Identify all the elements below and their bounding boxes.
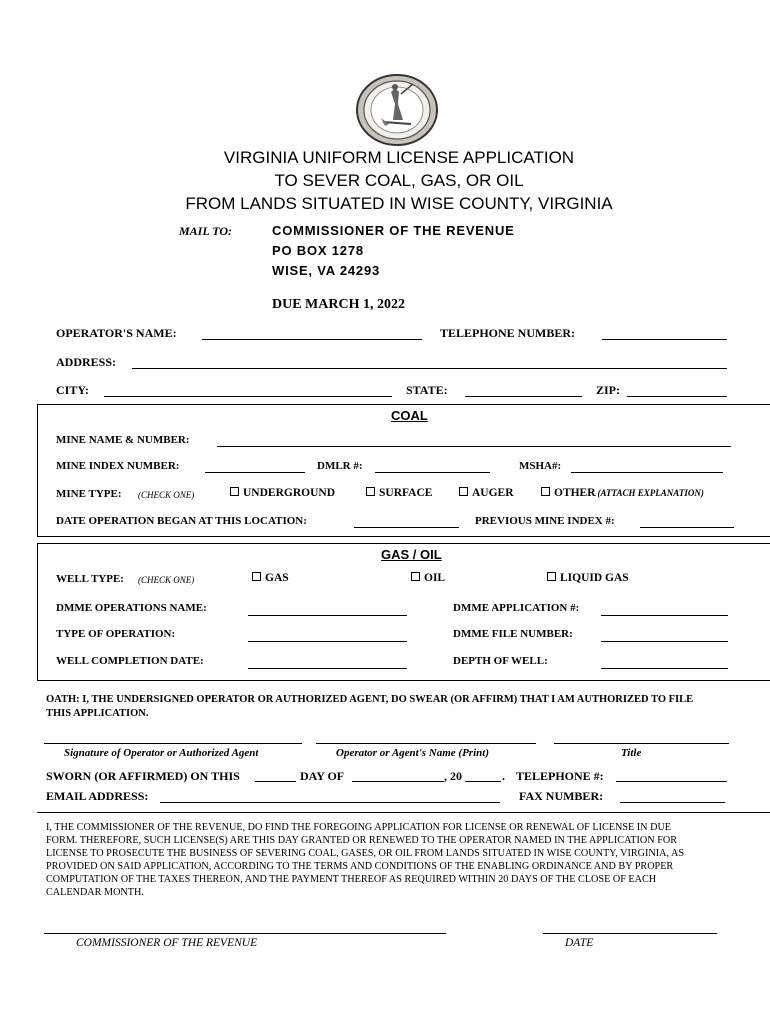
surface-label: SURFACE: [379, 487, 433, 499]
option-other[interactable]: [541, 487, 704, 499]
mine-index-label: MINE INDEX NUMBER:: [56, 460, 180, 472]
sworn-text-a: SWORN (OR AFFIRMED) ON THIS: [46, 769, 240, 783]
dmme-operations-field[interactable]: [248, 615, 407, 616]
well-type-label: WELL TYPE:: [56, 573, 124, 585]
msha-field[interactable]: [571, 472, 723, 473]
msha-label: MSHA#:: [519, 460, 562, 472]
mine-name-label: MINE NAME & NUMBER:: [56, 434, 190, 446]
sworn-telephone-field[interactable]: [616, 781, 727, 782]
state-label: STATE:: [406, 383, 448, 397]
surface-checkbox[interactable]: [366, 487, 375, 496]
mine-name-field[interactable]: [217, 446, 731, 447]
oil-checkbox[interactable]: [411, 572, 420, 581]
mail-address-2: PO BOX 1278: [272, 243, 364, 258]
commissioner-signature-line[interactable]: [44, 933, 446, 934]
gas-label: GAS: [265, 572, 289, 584]
date-began-label: DATE OPERATION BEGAN AT THIS LOCATION:: [56, 515, 307, 527]
type-of-operation-field[interactable]: [248, 641, 407, 642]
mail-address-3: WISE, VA 24293: [272, 263, 381, 278]
type-of-operation-label: TYPE OF OPERATION:: [56, 628, 176, 640]
address-field[interactable]: [132, 368, 727, 369]
sworn-text-c: , 20: [444, 769, 462, 783]
zip-field[interactable]: [627, 396, 727, 397]
city-label: CITY:: [56, 383, 89, 397]
oil-label: OIL: [424, 572, 446, 584]
title-line-2: TO SEVER COAL, GAS, OR OIL: [274, 171, 524, 190]
sworn-year-field[interactable]: [465, 781, 501, 782]
auger-label: AUGER: [472, 487, 514, 499]
commissioner-signature-caption: COMMISSIONER OF THE REVENUE: [76, 937, 258, 949]
commissioner-line-5: COMPUTATION OF THE TAXES THEREON, AND THE PAYMENT THEREOF AS REQUIRED WITHIN 20 DAYS OF THE CLOSE OF EACH: [46, 874, 657, 885]
operator-name-label: OPERATOR'S NAME:: [56, 326, 177, 340]
dmme-file-field[interactable]: [601, 641, 728, 642]
depth-label: DEPTH OF WELL:: [453, 655, 548, 667]
printed-name-line[interactable]: [316, 743, 536, 744]
dmme-file-label: DMME FILE NUMBER:: [453, 628, 573, 640]
fax-field[interactable]: [620, 802, 725, 803]
telephone-field[interactable]: [602, 339, 727, 340]
signature-caption: Signature of Operator or Authorized Agent: [64, 747, 259, 759]
previous-index-field[interactable]: [640, 527, 734, 528]
oath-text-1: OATH: I, THE UNDERSIGNED OPERATOR OR AUTHORIZED AGENT, DO SWEAR (OR AFFIRM) THAT I AM AUTHORIZED TO FILE: [46, 694, 694, 705]
dmme-application-field[interactable]: [601, 615, 728, 616]
depth-field[interactable]: [601, 668, 728, 669]
commissioner-line-4: PROVIDED ON SAID APPLICATION, ACCORDING TO THE TERMS AND CONDITIONS OF THE ENABLING ORDINANCE AND BY PROPER: [46, 861, 674, 872]
email-field[interactable]: [160, 802, 500, 803]
title-caption: Title: [621, 747, 642, 759]
date-began-field[interactable]: [354, 527, 459, 528]
other-label: OTHER: [554, 487, 596, 499]
fax-label: FAX NUMBER:: [519, 789, 604, 803]
completion-date-field[interactable]: [248, 668, 407, 669]
city-field[interactable]: [104, 396, 392, 397]
underground-label: UNDERGROUND: [243, 487, 335, 499]
sworn-text-d: .: [502, 769, 505, 783]
sworn-month-field[interactable]: [352, 781, 444, 782]
title-line-1: VIRGINIA UNIFORM LICENSE APPLICATION: [223, 148, 575, 167]
commissioner-line-1: I, THE COMMISSIONER OF THE REVENUE, DO FIND THE FOREGOING APPLICATION FOR LICENSE OR RENEWAL OF LICENSE IN DUE: [46, 822, 672, 833]
option-underground[interactable]: [230, 487, 335, 499]
liquid-gas-label: LIQUID GAS: [560, 572, 629, 584]
mine-index-field[interactable]: [205, 472, 305, 473]
telephone-label: TELEPHONE NUMBER:: [440, 326, 576, 340]
signature-line[interactable]: [44, 743, 302, 744]
title-line[interactable]: [554, 743, 729, 744]
mail-to-label: MAIL TO:: [179, 224, 233, 238]
previous-index-label: PREVIOUS MINE INDEX #:: [475, 515, 615, 527]
title-line-3: FROM LANDS SITUATED IN WISE COUNTY, VIRGINIA: [185, 194, 613, 213]
mine-type-label: MINE TYPE:: [56, 488, 122, 500]
address-label: ADDRESS:: [56, 355, 117, 369]
virginia-seal: [355, 74, 439, 146]
sworn-day-field[interactable]: [255, 781, 296, 782]
dmme-application-label: DMME APPLICATION #:: [453, 602, 580, 614]
underground-checkbox[interactable]: [230, 487, 239, 496]
dmlr-label: DMLR #:: [317, 460, 363, 472]
other-checkbox[interactable]: [541, 487, 550, 496]
gas-oil-heading: GAS / OIL: [381, 547, 442, 562]
section-divider: [37, 812, 770, 813]
option-auger[interactable]: [459, 487, 514, 499]
commissioner-line-6: CALENDAR MONTH.: [46, 887, 144, 898]
operator-name-field[interactable]: [202, 339, 422, 340]
commissioner-line-3: LICENSE TO PROSECUTE THE BUSINESS OF SEVERING COAL, GASES, OR OIL FROM LANDS SITUATED IN WISE COUNTY, VIRGINIA, AS: [46, 848, 685, 859]
option-liquid-gas[interactable]: [547, 572, 629, 584]
sworn-telephone-label: TELEPHONE #:: [516, 769, 604, 783]
printed-name-caption: Operator or Agent's Name (Print): [336, 747, 489, 759]
option-surface[interactable]: [366, 487, 432, 499]
commissioner-date-caption: DATE: [565, 937, 594, 949]
mail-address-1: COMMISSIONER OF THE REVENUE: [272, 223, 515, 238]
gas-checkbox[interactable]: [252, 572, 261, 581]
attach-explanation: (ATTACH EXPLANATION): [597, 488, 704, 498]
auger-checkbox[interactable]: [459, 487, 468, 496]
commissioner-date-line[interactable]: [543, 933, 717, 934]
zip-label: ZIP:: [596, 383, 620, 397]
commissioner-line-2: FORM. THEREFORE, SUCH LICENSE(S) ARE THIS DAY GRANTED OR RENEWED TO THE OPERATOR NAMED IN THE APPLICATION FOR: [46, 835, 678, 846]
coal-heading: COAL: [391, 408, 428, 423]
due-date: DUE MARCH 1, 2022: [272, 297, 405, 312]
oath-text-2: THIS APPLICATION.: [46, 708, 149, 719]
email-label: EMAIL ADDRESS:: [46, 789, 149, 803]
sworn-text-b: DAY OF: [300, 769, 345, 783]
dmlr-field[interactable]: [375, 472, 490, 473]
liquid-gas-checkbox[interactable]: [547, 572, 556, 581]
completion-date-label: WELL COMPLETION DATE:: [56, 655, 204, 667]
option-oil[interactable]: [411, 572, 445, 584]
dmme-operations-label: DMME OPERATIONS NAME:: [56, 602, 207, 614]
option-gas[interactable]: [252, 572, 289, 584]
state-field[interactable]: [465, 396, 582, 397]
well-type-check-one: (CHECK ONE): [138, 575, 195, 585]
mine-type-check-one: (CHECK ONE): [138, 490, 195, 500]
